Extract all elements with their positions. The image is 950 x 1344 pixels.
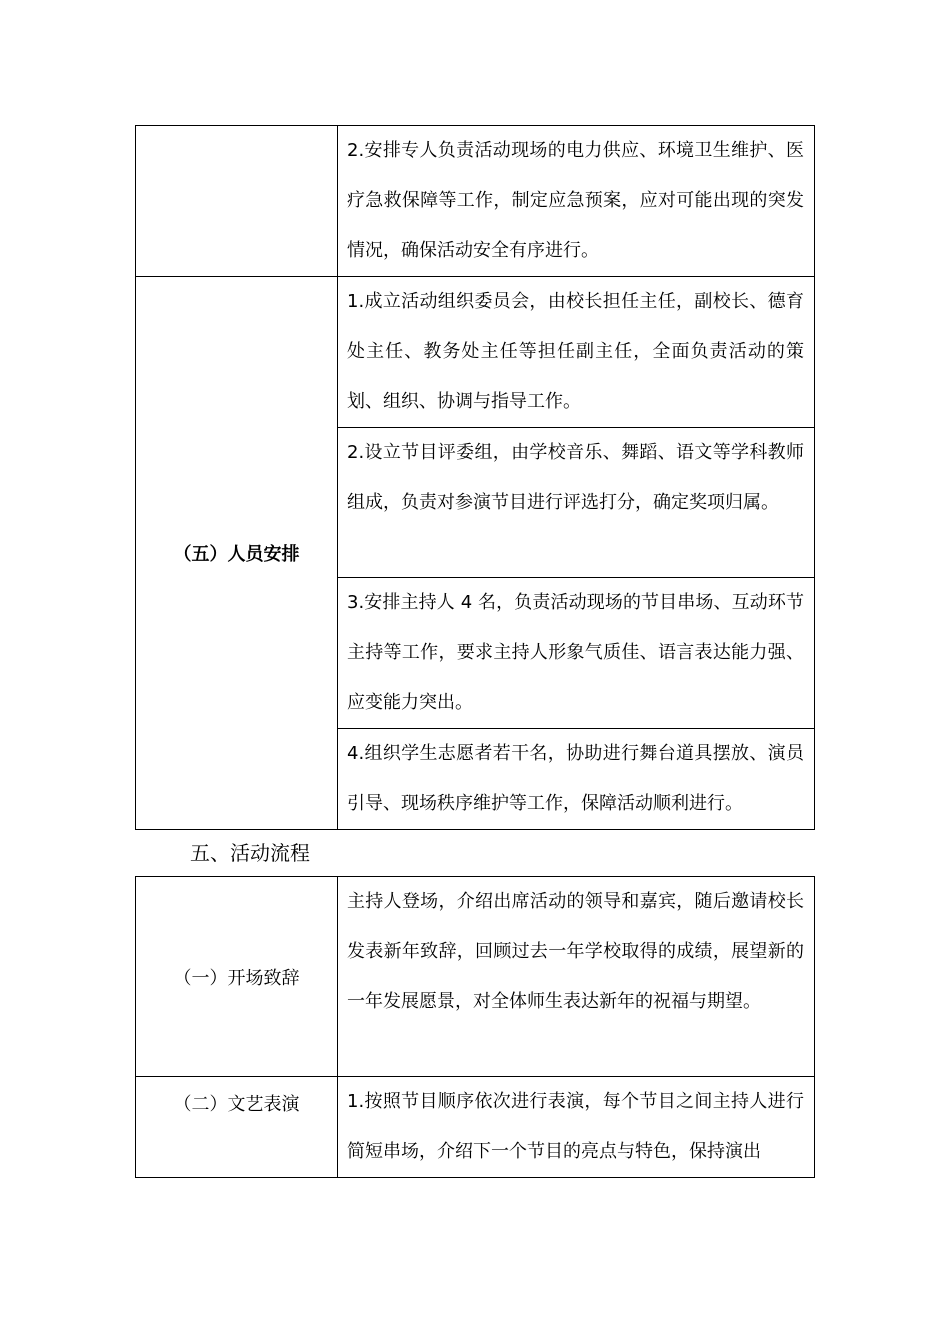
row-text: 3.安排主持人 4 名，负责活动现场的节目串场、互动环节主持等工作，要求主持人形象气质佳、语言表达能力强、应变能力突出。 bbox=[347, 592, 804, 713]
row-content-cell bbox=[338, 428, 815, 578]
row-label-cell bbox=[136, 877, 338, 1077]
section-heading: 五、活动流程 bbox=[190, 841, 310, 865]
process-table bbox=[135, 876, 815, 1178]
row-text: 1.按照节目顺序依次进行表演，每个节目之间主持人进行简短串场，介绍下一个节目的亮点与特色，保持演出 bbox=[347, 1091, 804, 1162]
row-content-cell bbox=[338, 277, 815, 428]
row-label-cell bbox=[136, 1077, 338, 1178]
row-text: 主持人登场，介绍出席活动的领导和嘉宾，随后邀请校长发表新年致辞，回顾过去一年学校取得的成绩，展望新的一年发展愿景，对全体师生表达新年的祝福与期望。 bbox=[347, 891, 804, 1012]
row-content-cell bbox=[338, 578, 815, 729]
row-label-cell bbox=[136, 126, 338, 277]
row-text: 4.组织学生志愿者若干名，协助进行舞台道具摆放、演员引导、现场秩序维护等工作，保障活动顺利进行。 bbox=[347, 743, 804, 814]
row-text: 2.安排专人负责活动现场的电力供应、环境卫生维护、医疗急救保障等工作，制定应急预案，应对可能出现的突发情况，确保活动安全有序进行。 bbox=[347, 140, 804, 261]
row-content-cell bbox=[338, 1077, 815, 1178]
table-row bbox=[136, 277, 815, 428]
table-row bbox=[136, 126, 815, 277]
table-row bbox=[136, 1077, 815, 1178]
row-content-cell bbox=[338, 126, 815, 277]
row-content-cell bbox=[338, 729, 815, 830]
group-label-cell bbox=[136, 277, 338, 830]
group-label: （五）人员安排 bbox=[173, 544, 300, 565]
row-text: 1.成立活动组织委员会，由校长担任主任，副校长、德育处主任、教务处主任等担任副主任，全面负责活动的策划、组织、协调与指导工作。 bbox=[347, 291, 804, 412]
row-content-cell bbox=[338, 877, 815, 1077]
staffing-table bbox=[135, 125, 815, 830]
row-label: （一）开场致辞 bbox=[173, 967, 300, 989]
row-label: （二）文艺表演 bbox=[173, 1094, 300, 1115]
row-text: 2.设立节目评委组，由学校音乐、舞蹈、语文等学科教师组成，负责对参演节目进行评选打分，确定奖项归属。 bbox=[347, 442, 804, 513]
table-row bbox=[136, 877, 815, 1077]
